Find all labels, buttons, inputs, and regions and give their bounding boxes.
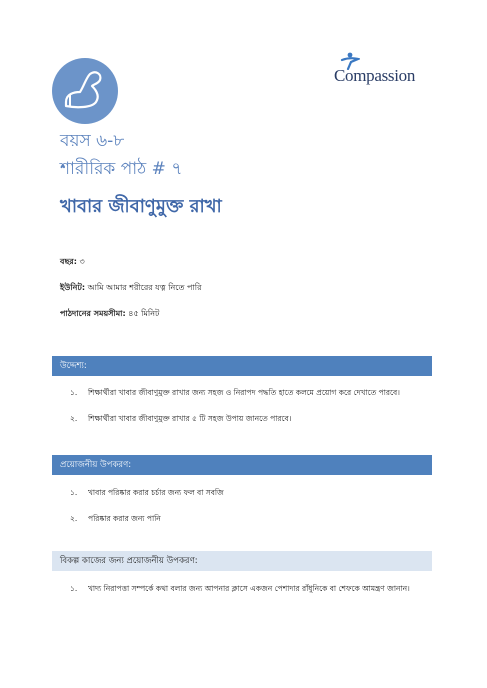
objectives-heading: উদ্দেশ্য: (52, 356, 432, 376)
item-text: শিক্ষার্থীরা খাবার জীবাণুমুক্ত রাখার জন্য সহজ ও নিরাপদ পদ্ধতি হাতে কলমে প্রয়োগ করে দেখাতে পারবে। (88, 388, 400, 397)
list-item (70, 486, 430, 500)
meta-time-label: পাঠদানের সময়সীমা: (60, 309, 126, 318)
item-text: শিক্ষার্থীরা খাবার জীবাণুমুক্ত রাখার ৫ টি সহজ উপায় জানতে পারবে। (88, 414, 292, 423)
item-text: খাদ্য নিরাপত্তা সম্পর্কে কথা বলার জন্য আপনার ক্লাসে একজন পেশাদার রাঁধুনিকে বা শেফকে আমন্ত্রণ জানান। (88, 584, 410, 593)
item-number: ২. (70, 514, 78, 523)
meta-time (60, 308, 159, 321)
list-item (70, 386, 430, 400)
page-title: খাবার জীবাণুমুক্ত রাখা (60, 196, 222, 217)
meta-time-value: ৪৫ মিনিট (128, 309, 160, 318)
item-number: ২. (70, 414, 78, 423)
alt-materials-heading: বিকল্প কাজের জন্য প্রয়োজনীয় উপকরণ: (52, 551, 432, 571)
arm-muscle-icon (52, 58, 118, 124)
meta-year-value: ৩ (79, 257, 85, 266)
meta-unit-label: ইউনিট: (60, 283, 86, 292)
item-number: ১. (70, 488, 78, 497)
item-number: ১. (70, 388, 78, 397)
meta-year (60, 256, 85, 269)
materials-heading: প্রয়োজনীয় উপকরণ: (52, 455, 432, 475)
age-range: বয়স ৬-৮ (60, 131, 125, 151)
list-item (70, 582, 430, 596)
meta-unit-value: আমি আমার শরীরের যত্ন নিতে পারি (87, 283, 202, 292)
logo-text: Compassion (334, 66, 416, 85)
compassion-logo (330, 52, 442, 92)
meta-year-label: বছর: (60, 257, 77, 266)
item-text: পরিষ্কার করার জন্য পানি (88, 514, 161, 523)
item-text: খাবার পরিষ্কার করার চর্চার জন্য ফল বা সবজি (88, 488, 224, 497)
list-item (70, 412, 430, 426)
list-item (70, 512, 430, 526)
lesson-number: শারীরিক পাঠ # ৭ (60, 159, 183, 179)
meta-unit (60, 282, 201, 295)
item-number: ১. (70, 584, 78, 593)
